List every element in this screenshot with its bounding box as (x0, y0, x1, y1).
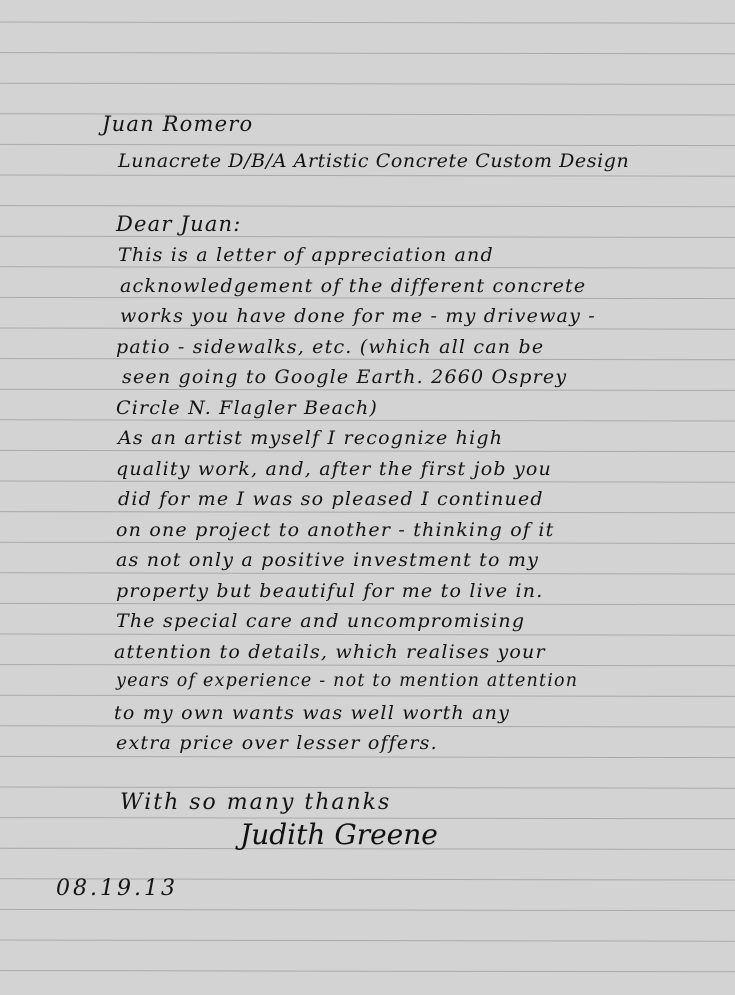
rule-line (0, 22, 735, 23)
body-line: works you have done for me - my driveway - (120, 305, 596, 327)
body-line: The special care and uncompromising (116, 610, 526, 632)
rule-line (0, 267, 735, 268)
rule-line (0, 603, 735, 604)
body-line: acknowledgement of the different concrete (120, 274, 587, 297)
body-line: This is a letter of appreciation and (118, 244, 494, 266)
body-line: extra price over lesser offers. (116, 732, 438, 754)
signature: Judith Greene (240, 818, 438, 851)
body-line: attention to details, which realises your (114, 640, 546, 663)
rule-line (0, 512, 735, 513)
body-line: as not only a positive investment to my (116, 549, 540, 571)
body-line: did for me I was so pleased I continued (118, 488, 544, 510)
rule-line (0, 665, 735, 666)
recipient-name: Juan Romero (102, 112, 254, 136)
rule-line (0, 450, 735, 451)
body-line: property but beautiful for me to live in. (116, 579, 544, 602)
rule-line (0, 359, 735, 360)
body-line: seen going to Google Earth. 2660 Osprey (122, 366, 568, 388)
rule-line (0, 756, 735, 757)
recipient-company: Lunacrete D/B/A Artistic Concrete Custom Design (118, 150, 630, 172)
rule-line (0, 787, 735, 788)
rule-line (0, 573, 735, 574)
rule-line (0, 420, 735, 421)
rule-line (0, 236, 735, 237)
body-line: quality work, and, after the first job you (116, 457, 552, 480)
body-line: on one project to another - thinking of it (116, 518, 555, 541)
rule-line (0, 206, 735, 207)
closing-line: With so many thanks (120, 790, 392, 815)
rule-line (0, 481, 735, 482)
rule-line (0, 542, 735, 543)
rule-line (0, 940, 735, 941)
rule-line (0, 909, 735, 910)
rule-line (0, 175, 735, 176)
rule-line (0, 634, 735, 635)
rule-line (0, 971, 735, 972)
rule-line (0, 83, 735, 84)
salutation: Dear Juan: (116, 212, 242, 236)
body-line: years of experience - not to mention attention (116, 671, 579, 691)
rule-line (0, 297, 735, 298)
rule-line (0, 53, 735, 54)
rule-line (0, 328, 735, 329)
body-line: patio - sidewalks, etc. (which all can be (116, 335, 545, 358)
rule-line (0, 389, 735, 390)
body-line: As an artist myself I recognize high (118, 427, 504, 449)
rule-line (0, 726, 735, 727)
rule-line (0, 144, 735, 145)
letter-date: 08.19.13 (56, 876, 178, 901)
body-line: to my own wants was well worth any (114, 701, 511, 724)
body-line: Circle N. Flagler Beach) (116, 396, 379, 419)
rule-line (0, 695, 735, 696)
